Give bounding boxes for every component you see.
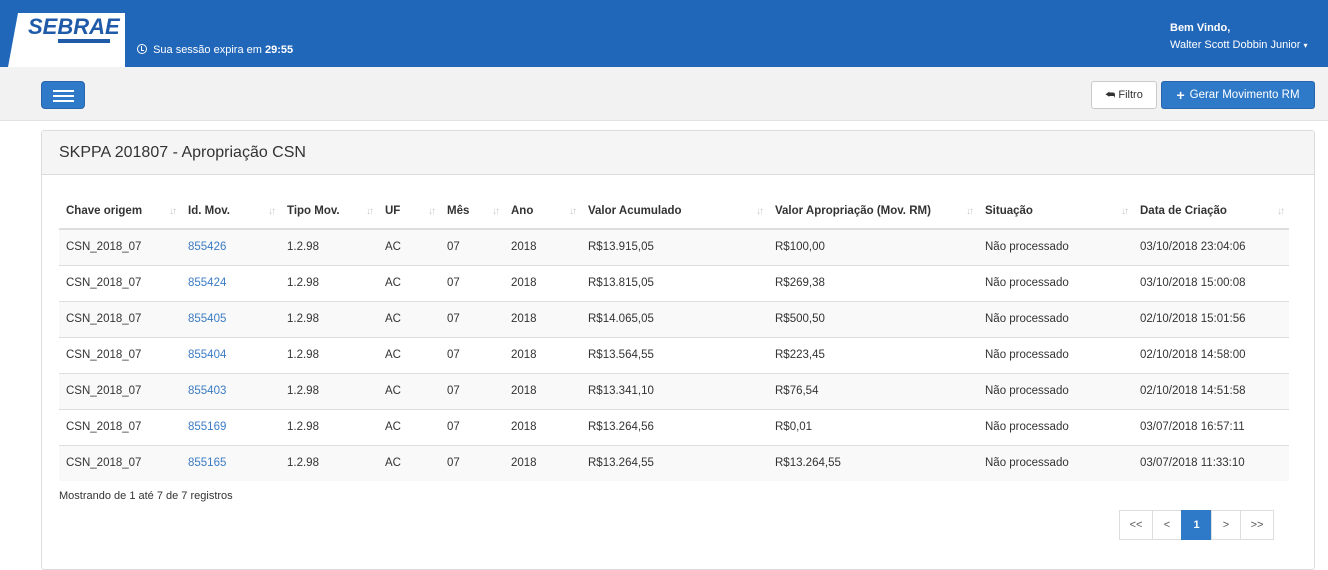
column-header-label: Ano (511, 205, 534, 217)
panel-header (42, 131, 1314, 175)
table-cell: R$500,50 (768, 301, 978, 337)
clock-icon (137, 44, 147, 54)
table-cell: Não processado (978, 301, 1133, 337)
table-cell: 07 (440, 229, 504, 265)
table-cell: CSN_2018_07 (59, 445, 181, 481)
table-cell: R$269,38 (768, 265, 978, 301)
table-cell: R$13.915,05 (581, 229, 768, 265)
hamburger-icon-line (53, 100, 74, 102)
table-cell: R$100,00 (768, 229, 978, 265)
session-prefix: Sua sessão expira em (153, 44, 262, 56)
table-cell (181, 337, 280, 373)
table-cell: 1.2.98 (280, 337, 378, 373)
table-body (59, 229, 1289, 481)
table-cell: R$76,54 (768, 373, 978, 409)
session-time: 29:55 (264, 44, 294, 56)
table-cell: CSN_2018_07 (59, 229, 181, 265)
sort-icon: ↓↑ (756, 206, 762, 217)
column-header-label: Data de Criação (1140, 205, 1227, 217)
session-timer (137, 44, 293, 56)
table-cell: R$223,45 (768, 337, 978, 373)
column-header[interactable] (378, 194, 440, 229)
hamburger-icon-line (53, 90, 74, 92)
movement-id-link[interactable]: 855165 (188, 457, 227, 470)
table-cell: 1.2.98 (280, 301, 378, 337)
table-cell (181, 409, 280, 445)
column-header-label: UF (385, 205, 401, 217)
table-cell: Não processado (978, 229, 1133, 265)
column-header[interactable] (978, 194, 1133, 229)
table-row (59, 301, 1289, 337)
hamburger-icon-line (53, 95, 74, 97)
column-header[interactable] (280, 194, 378, 229)
table-cell: 2018 (504, 337, 581, 373)
table-cell: R$0,01 (768, 409, 978, 445)
table-cell: R$13.264,55 (768, 445, 978, 481)
table-cell: 02/10/2018 14:51:58 (1133, 373, 1289, 409)
table-cell: 2018 (504, 265, 581, 301)
table-cell: AC (378, 265, 440, 301)
table-cell: CSN_2018_07 (59, 337, 181, 373)
table-info: Mostrando de 1 até 7 de 7 registros (59, 490, 233, 502)
data-table (59, 194, 1289, 481)
sort-icon: ↓↑ (268, 206, 274, 217)
column-header-label: Valor Acumulado (588, 205, 682, 217)
pagination (1120, 510, 1274, 540)
table-cell: R$13.341,10 (581, 373, 768, 409)
sort-icon: ↓↑ (169, 206, 175, 217)
plus-icon: + (1176, 87, 1185, 103)
column-header[interactable] (59, 194, 181, 229)
table-cell: 07 (440, 265, 504, 301)
reply-arrow-icon: ⮪ (1105, 88, 1116, 101)
sort-icon: ↓↑ (1121, 206, 1127, 217)
caret-down-icon: ▾ (1303, 41, 1308, 50)
table-cell: Não processado (978, 373, 1133, 409)
table-cell (181, 229, 280, 265)
table-cell: AC (378, 301, 440, 337)
table-cell: 07 (440, 301, 504, 337)
filter-label: Filtro (1118, 89, 1143, 101)
table-cell: R$13.264,55 (581, 445, 768, 481)
table-cell: R$13.815,05 (581, 265, 768, 301)
table-cell (181, 373, 280, 409)
table-cell: Não processado (978, 337, 1133, 373)
table-cell: 02/10/2018 14:58:00 (1133, 337, 1289, 373)
generate-label: Gerar Movimento RM (1189, 89, 1300, 101)
page-1-button[interactable]: 1 (1181, 510, 1212, 540)
table-row (59, 445, 1289, 481)
table-row (59, 337, 1289, 373)
movement-id-link[interactable]: 855424 (188, 277, 227, 289)
table-cell: Não processado (978, 265, 1133, 301)
movement-id-link[interactable]: 855404 (188, 349, 227, 361)
table-cell: 2018 (504, 373, 581, 409)
sort-icon: ↓↑ (966, 206, 972, 217)
table-cell: 1.2.98 (280, 373, 378, 409)
table-cell: 02/10/2018 15:01:56 (1133, 301, 1289, 337)
table-cell: 07 (440, 445, 504, 481)
column-header-label: Id. Mov. (188, 205, 230, 217)
table-cell: 03/10/2018 23:04:06 (1133, 229, 1289, 265)
page-next-button[interactable]: > (1211, 510, 1241, 540)
welcome-text: Bem Vindo, (1170, 22, 1231, 34)
table-cell: 1.2.98 (280, 265, 378, 301)
table-cell: 07 (440, 337, 504, 373)
column-header[interactable] (581, 194, 768, 229)
column-header[interactable] (504, 194, 581, 229)
column-header[interactable] (768, 194, 978, 229)
table-header-row (59, 194, 1289, 229)
table-row (59, 373, 1289, 409)
sort-icon: ↓↑ (428, 206, 434, 217)
menu-toggle-button[interactable] (41, 81, 85, 109)
column-header-label: Situação (985, 205, 1033, 217)
column-header[interactable] (440, 194, 504, 229)
table-cell: R$13.564,55 (581, 337, 768, 373)
table-row (59, 265, 1289, 301)
user-name: Walter Scott Dobbin Junior (1170, 39, 1301, 51)
table-cell: CSN_2018_07 (59, 373, 181, 409)
table-cell: AC (378, 445, 440, 481)
table-cell: 1.2.98 (280, 229, 378, 265)
table-cell (181, 301, 280, 337)
sort-icon: ↓↑ (1277, 206, 1283, 217)
logo-underline (58, 39, 110, 43)
table-cell: Não processado (978, 445, 1133, 481)
user-menu[interactable] (1170, 39, 1308, 51)
table-row (59, 409, 1289, 445)
table-cell: 07 (440, 373, 504, 409)
table-cell: R$13.264,56 (581, 409, 768, 445)
column-header[interactable] (1133, 194, 1289, 229)
movement-id-link[interactable]: 855169 (188, 421, 227, 433)
table-cell: 03/10/2018 15:00:08 (1133, 265, 1289, 301)
table-cell: 2018 (504, 445, 581, 481)
table-cell: AC (378, 409, 440, 445)
table-cell: 03/07/2018 11:33:10 (1133, 445, 1289, 481)
page-prev-button[interactable]: < (1152, 510, 1182, 540)
main-panel (41, 130, 1315, 570)
column-header-label: Valor Apropriação (Mov. RM) (775, 205, 931, 217)
table-cell: CSN_2018_07 (59, 409, 181, 445)
generate-rm-button[interactable] (1161, 81, 1315, 109)
page-first-button[interactable]: << (1119, 510, 1153, 540)
table-cell: Não processado (978, 409, 1133, 445)
top-bar (0, 0, 1328, 67)
logo-text: SEBRAE (28, 14, 120, 39)
table-cell: 2018 (504, 229, 581, 265)
panel-title: SKPPA 201807 - Apropriação CSN (59, 143, 306, 161)
sort-icon: ↓↑ (569, 206, 575, 217)
table-cell: 2018 (504, 301, 581, 337)
table-cell: AC (378, 373, 440, 409)
filter-button[interactable] (1091, 81, 1157, 109)
table-cell: CSN_2018_07 (59, 301, 181, 337)
sort-icon: ↓↑ (366, 206, 372, 217)
column-header-label: Chave origem (66, 205, 143, 217)
sort-icon: ↓↑ (492, 206, 498, 217)
table-cell: 03/07/2018 16:57:11 (1133, 409, 1289, 445)
table-cell: 2018 (504, 409, 581, 445)
table-cell: CSN_2018_07 (59, 265, 181, 301)
table-cell: 1.2.98 (280, 445, 378, 481)
page-last-button[interactable]: >> (1240, 510, 1274, 540)
table-cell: R$14.065,05 (581, 301, 768, 337)
table-cell: 07 (440, 409, 504, 445)
table-cell: 1.2.98 (280, 409, 378, 445)
table-row (59, 229, 1289, 265)
movement-id-link[interactable]: 855405 (188, 313, 227, 325)
column-header-label: Mês (447, 205, 470, 217)
movement-id-link[interactable]: 855403 (188, 385, 227, 397)
column-header[interactable] (181, 194, 280, 229)
table-cell (181, 445, 280, 481)
table-cell: AC (378, 229, 440, 265)
table-cell: AC (378, 337, 440, 373)
table-cell (181, 265, 280, 301)
movement-id-link[interactable]: 855426 (188, 241, 227, 254)
column-header-label: Tipo Mov. (287, 205, 340, 217)
